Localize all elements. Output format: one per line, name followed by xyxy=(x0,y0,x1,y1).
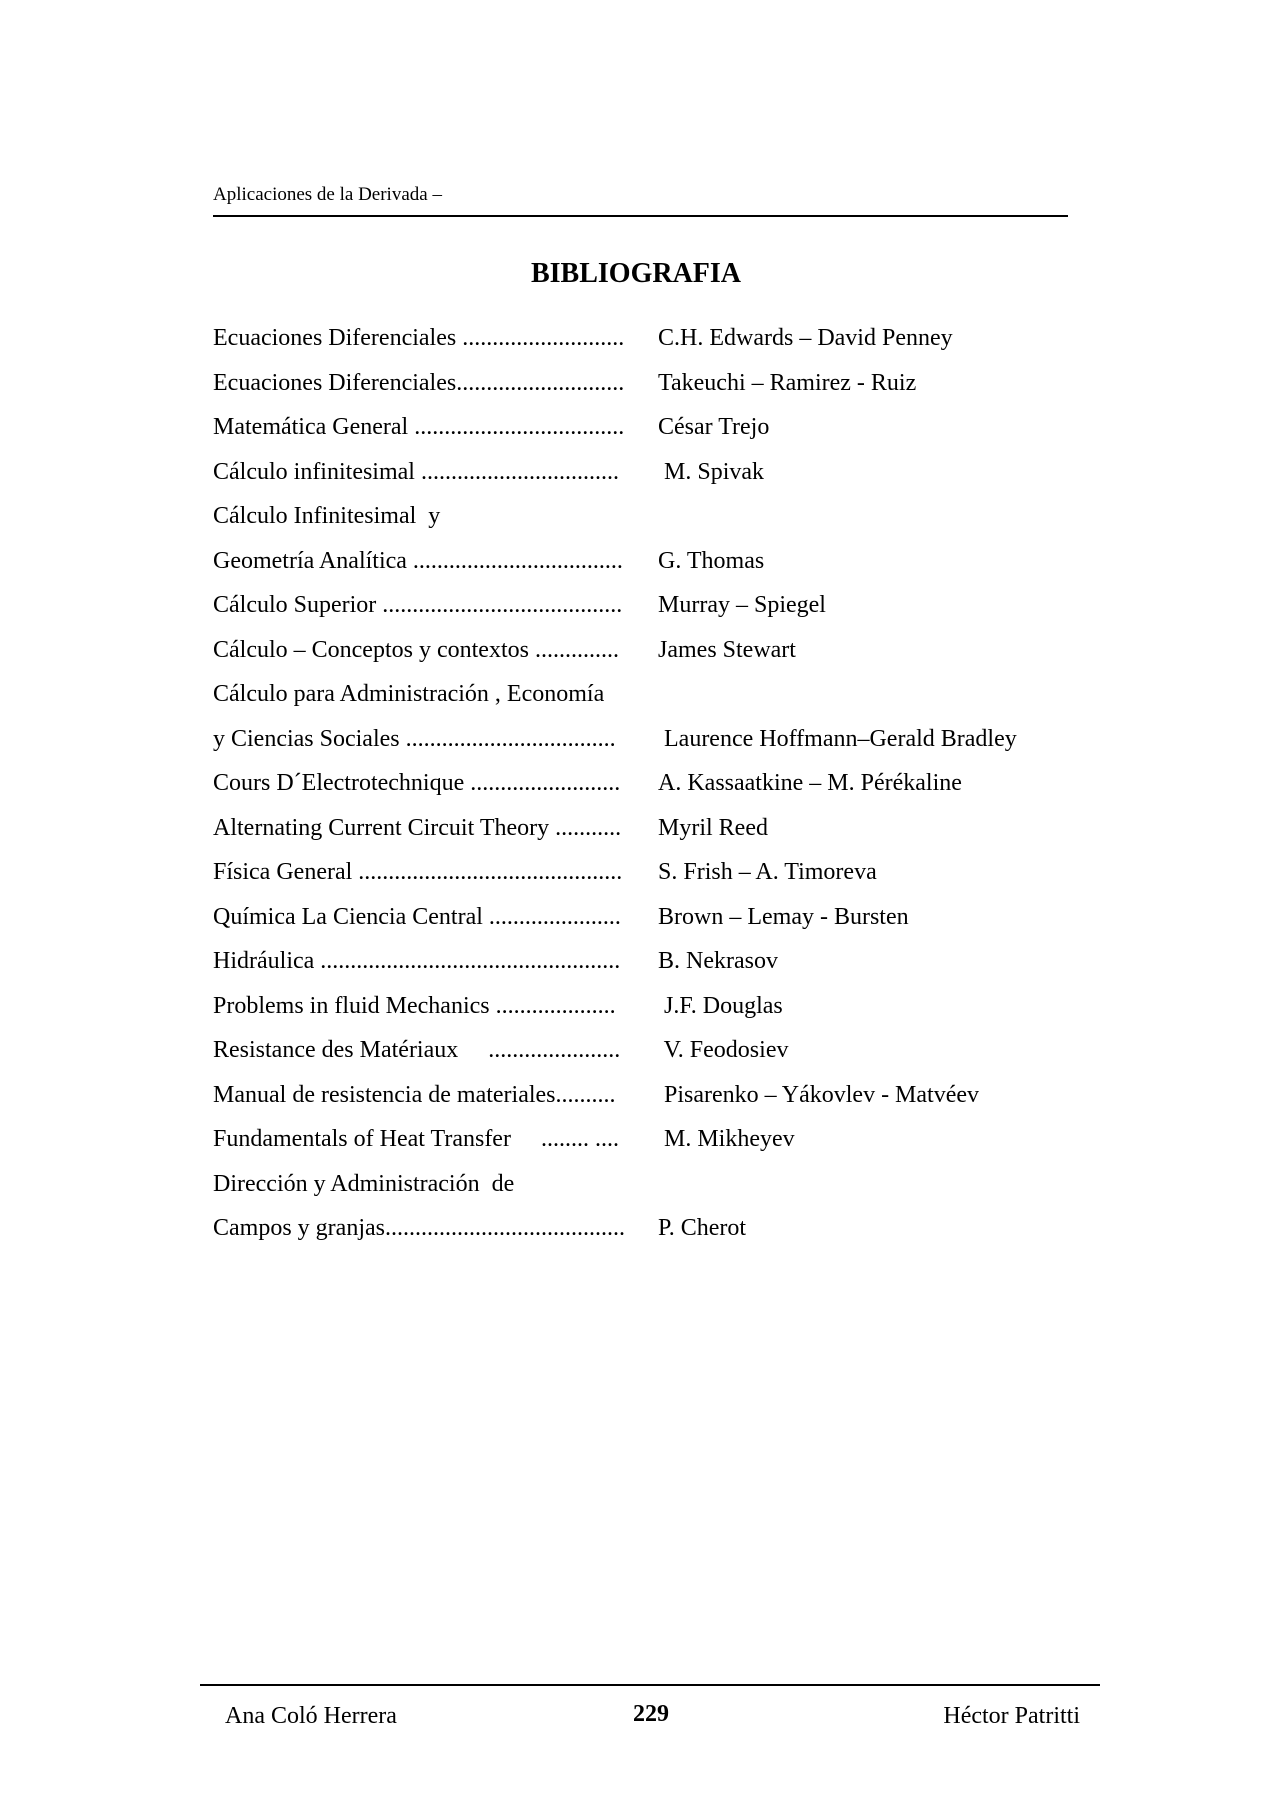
entry-work: Alternating Current Circuit Theory ........... xyxy=(213,814,622,841)
footer-rule xyxy=(200,1684,1100,1686)
bibliography-entry xyxy=(213,637,1093,673)
entry-work: Matemática General ................................... xyxy=(213,414,625,440)
bibliography-entry xyxy=(213,1215,1093,1251)
entry-author: A. Kassaatkine – M. Pérékaline xyxy=(658,770,962,796)
entry-author: P. Cherot xyxy=(658,1215,747,1241)
bibliography-entry xyxy=(213,459,1093,495)
bibliography-entry xyxy=(213,370,1093,406)
entry-author: S. Frish – A. Timoreva xyxy=(658,859,877,885)
bibliography-entry xyxy=(213,1082,1093,1118)
entry-author: J.F. Douglas xyxy=(658,992,783,1019)
bibliography-entry xyxy=(213,770,1093,806)
entry-work: Ecuaciones Diferenciales............................ xyxy=(213,369,625,396)
entry-work: Manual de resistencia de materiales.......... xyxy=(213,1081,616,1108)
page-title: BIBLIOGRAFIA xyxy=(530,258,742,289)
entry-author: Pisarenko – Yákovlev - Matvéev xyxy=(658,1081,980,1108)
entry-author: Takeuchi – Ramirez - Ruiz xyxy=(658,369,917,396)
footer-author-left: Ana Coló Herrera xyxy=(225,1703,397,1729)
entry-author: James Stewart xyxy=(658,636,796,663)
bibliography-entry xyxy=(213,503,1093,539)
running-header: Aplicaciones de la Derivada – xyxy=(213,184,442,205)
bibliography-entry xyxy=(213,548,1093,584)
bibliography-entry xyxy=(213,948,1093,984)
entry-author: V. Feodosiev xyxy=(658,1037,789,1063)
entry-work: Dirección y Administración de xyxy=(213,1170,515,1197)
entry-author: C.H. Edwards – David Penney xyxy=(658,325,953,351)
bibliography-entry xyxy=(213,681,1093,717)
entry-work: Campos y granjas........................................ xyxy=(213,1215,625,1241)
entry-work: Problems in fluid Mechanics .................... xyxy=(213,992,616,1019)
bibliography-entry xyxy=(213,325,1093,361)
bibliography-entry xyxy=(213,1037,1093,1073)
entry-work: Cálculo Superior ........................................ xyxy=(213,592,623,618)
entry-author: M. Spivak xyxy=(658,458,765,485)
entry-work: Ecuaciones Diferenciales ........................... xyxy=(213,325,625,351)
bibliography-entry xyxy=(213,414,1093,450)
entry-work: Geometría Analítica ................................... xyxy=(213,547,623,574)
entry-author: G. Thomas xyxy=(658,547,765,574)
entry-author: César Trejo xyxy=(658,414,770,440)
entry-work: Física General ............................................ xyxy=(213,859,623,885)
entry-author: Myril Reed xyxy=(658,814,768,841)
entry-work: Cálculo infinitesimal ................................. xyxy=(213,458,619,485)
page-number: 229 xyxy=(633,1701,669,1727)
bibliography-entry xyxy=(213,904,1093,940)
entry-work: y Ciencias Sociales ................................... xyxy=(213,725,616,752)
entry-author: Brown – Lemay - Bursten xyxy=(658,903,909,930)
entry-work: Fundamentals of Heat Transfer ........ .... xyxy=(213,1126,619,1152)
entry-author: B. Nekrasov xyxy=(658,948,778,974)
entry-work: Cours D´Electrotechnique ......................... xyxy=(213,770,621,796)
entry-author: Murray – Spiegel xyxy=(658,592,826,618)
entry-work: Resistance des Matériaux ...................... xyxy=(213,1037,621,1063)
entry-work: Hidráulica .................................................. xyxy=(213,948,621,974)
bibliography-entry xyxy=(213,815,1093,851)
entry-author: M. Mikheyev xyxy=(658,1126,795,1152)
entry-work: Química La Ciencia Central ...................... xyxy=(213,903,621,930)
bibliography-entry xyxy=(213,592,1093,628)
entry-work: Cálculo para Administración , Economía xyxy=(213,681,605,707)
footer-author-right: Héctor Patritti xyxy=(943,1703,1080,1729)
bibliography-entry xyxy=(213,993,1093,1029)
entry-author: Laurence Hoffmann–Gerald Bradley xyxy=(658,725,1017,752)
bibliography-entry xyxy=(213,859,1093,895)
bibliography-entry xyxy=(213,1171,1093,1207)
entry-work: Cálculo Infinitesimal y xyxy=(213,503,441,529)
entry-work: Cálculo – Conceptos y contextos .............. xyxy=(213,636,619,663)
bibliography-entry xyxy=(213,726,1093,762)
header-rule xyxy=(213,215,1068,217)
bibliography-entry xyxy=(213,1126,1093,1162)
